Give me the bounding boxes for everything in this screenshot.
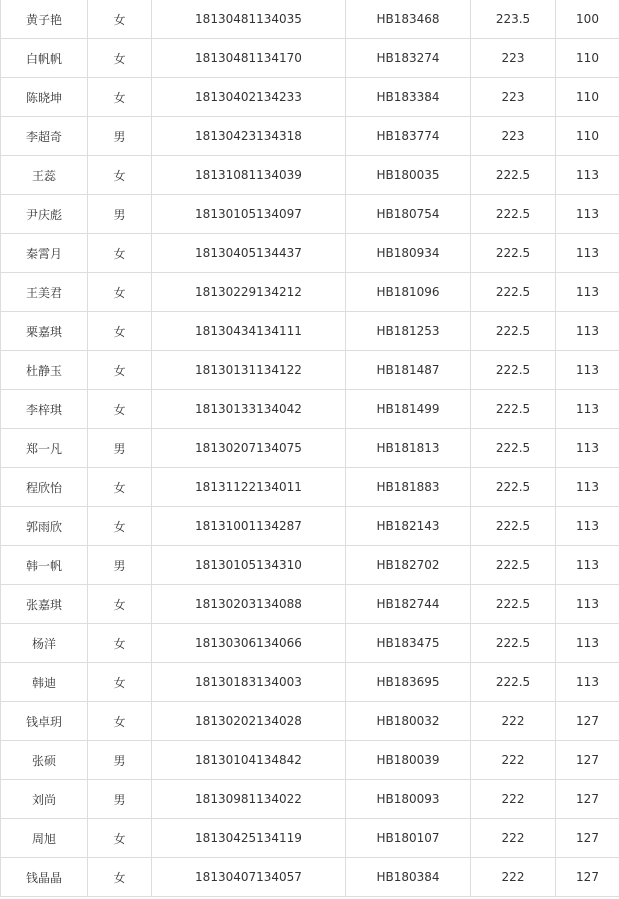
score-cell: 223 xyxy=(471,39,556,78)
table-row xyxy=(1,741,619,780)
table-row xyxy=(1,312,619,351)
student-name-cell: 白帆帆 xyxy=(1,39,88,78)
score-cell: 222 xyxy=(471,702,556,741)
candidate-id-cell: 18130105134310 xyxy=(152,546,346,585)
exam-number-cell: HB183384 xyxy=(346,78,471,117)
candidate-id-cell: 18130183134003 xyxy=(152,663,346,702)
candidate-id-cell: 18130229134212 xyxy=(152,273,346,312)
score-cell: 222.5 xyxy=(471,312,556,351)
student-name-cell: 郑一凡 xyxy=(1,429,88,468)
table-row xyxy=(1,39,619,78)
exam-number-cell: HB182744 xyxy=(346,585,471,624)
gender-cell: 女 xyxy=(88,585,152,624)
gender-cell: 女 xyxy=(88,858,152,897)
table-row xyxy=(1,585,619,624)
candidate-id-cell: 18130481134170 xyxy=(152,39,346,78)
score-cell: 222.5 xyxy=(471,546,556,585)
candidate-id-cell: 18130407134057 xyxy=(152,858,346,897)
score-cell: 222 xyxy=(471,780,556,819)
score-cell: 223 xyxy=(471,78,556,117)
table-row xyxy=(1,780,619,819)
student-name-cell: 王蕊 xyxy=(1,156,88,195)
exam-number-cell: HB182143 xyxy=(346,507,471,546)
exam-number-cell: HB181096 xyxy=(346,273,471,312)
exam-number-cell: HB181883 xyxy=(346,468,471,507)
exam-number-cell: HB180093 xyxy=(346,780,471,819)
rank-cell: 113 xyxy=(556,468,619,507)
candidate-id-cell: 18130133134042 xyxy=(152,390,346,429)
gender-cell: 女 xyxy=(88,702,152,741)
rank-cell: 127 xyxy=(556,741,619,780)
exam-number-cell: HB183475 xyxy=(346,624,471,663)
gender-cell: 女 xyxy=(88,78,152,117)
table-row xyxy=(1,78,619,117)
candidate-id-cell: 18130481134035 xyxy=(152,0,346,39)
score-cell: 222.5 xyxy=(471,624,556,663)
score-cell: 222 xyxy=(471,741,556,780)
rank-cell: 110 xyxy=(556,39,619,78)
score-table-body xyxy=(1,0,619,897)
exam-number-cell: HB182702 xyxy=(346,546,471,585)
score-cell: 222.5 xyxy=(471,390,556,429)
candidate-id-cell: 18130203134088 xyxy=(152,585,346,624)
score-cell: 222.5 xyxy=(471,585,556,624)
table-row xyxy=(1,273,619,312)
student-name-cell: 杨洋 xyxy=(1,624,88,663)
candidate-id-cell: 18130131134122 xyxy=(152,351,346,390)
exam-number-cell: HB181499 xyxy=(346,390,471,429)
student-name-cell: 王美君 xyxy=(1,273,88,312)
student-name-cell: 杜静玉 xyxy=(1,351,88,390)
candidate-id-cell: 18130425134119 xyxy=(152,819,346,858)
candidate-id-cell: 18131081134039 xyxy=(152,156,346,195)
exam-number-cell: HB181813 xyxy=(346,429,471,468)
rank-cell: 113 xyxy=(556,624,619,663)
table-row xyxy=(1,156,619,195)
gender-cell: 女 xyxy=(88,312,152,351)
rank-cell: 127 xyxy=(556,702,619,741)
score-cell: 222.5 xyxy=(471,507,556,546)
table-row xyxy=(1,702,619,741)
rank-cell: 113 xyxy=(556,507,619,546)
candidate-id-cell: 18130981134022 xyxy=(152,780,346,819)
student-name-cell: 张硕 xyxy=(1,741,88,780)
exam-number-cell: HB181253 xyxy=(346,312,471,351)
candidate-id-cell: 18131122134011 xyxy=(152,468,346,507)
gender-cell: 女 xyxy=(88,468,152,507)
candidate-id-cell: 18130104134842 xyxy=(152,741,346,780)
table-row xyxy=(1,819,619,858)
exam-number-cell: HB180754 xyxy=(346,195,471,234)
exam-number-cell: HB183695 xyxy=(346,663,471,702)
gender-cell: 女 xyxy=(88,663,152,702)
score-cell: 222.5 xyxy=(471,429,556,468)
table-row xyxy=(1,351,619,390)
student-name-cell: 张嘉琪 xyxy=(1,585,88,624)
rank-cell: 113 xyxy=(556,312,619,351)
rank-cell: 113 xyxy=(556,663,619,702)
score-cell: 223.5 xyxy=(471,0,556,39)
student-name-cell: 郭雨欣 xyxy=(1,507,88,546)
rank-cell: 113 xyxy=(556,156,619,195)
candidate-id-cell: 18131001134287 xyxy=(152,507,346,546)
student-name-cell: 周旭 xyxy=(1,819,88,858)
exam-number-cell: HB183774 xyxy=(346,117,471,156)
candidate-id-cell: 18130423134318 xyxy=(152,117,346,156)
student-name-cell: 秦霄月 xyxy=(1,234,88,273)
table-row xyxy=(1,117,619,156)
rank-cell: 113 xyxy=(556,273,619,312)
rank-cell: 110 xyxy=(556,117,619,156)
exam-number-cell: HB180107 xyxy=(346,819,471,858)
score-cell: 222 xyxy=(471,819,556,858)
table-row xyxy=(1,858,619,897)
student-name-cell: 李梓琪 xyxy=(1,390,88,429)
gender-cell: 女 xyxy=(88,390,152,429)
table-row xyxy=(1,507,619,546)
student-name-cell: 陈晓坤 xyxy=(1,78,88,117)
exam-number-cell: HB180035 xyxy=(346,156,471,195)
student-name-cell: 程欣怡 xyxy=(1,468,88,507)
table-row xyxy=(1,468,619,507)
rank-cell: 113 xyxy=(556,390,619,429)
rank-cell: 113 xyxy=(556,585,619,624)
candidate-id-cell: 18130405134437 xyxy=(152,234,346,273)
student-name-cell: 黄子艳 xyxy=(1,0,88,39)
gender-cell: 女 xyxy=(88,624,152,663)
gender-cell: 女 xyxy=(88,507,152,546)
score-cell: 222.5 xyxy=(471,351,556,390)
student-name-cell: 钱晶晶 xyxy=(1,858,88,897)
exam-number-cell: HB180032 xyxy=(346,702,471,741)
gender-cell: 女 xyxy=(88,0,152,39)
table-row xyxy=(1,429,619,468)
rank-cell: 113 xyxy=(556,234,619,273)
rank-cell: 110 xyxy=(556,78,619,117)
score-cell: 222.5 xyxy=(471,663,556,702)
exam-number-cell: HB183274 xyxy=(346,39,471,78)
gender-cell: 女 xyxy=(88,39,152,78)
candidate-id-cell: 18130105134097 xyxy=(152,195,346,234)
student-name-cell: 尹庆彪 xyxy=(1,195,88,234)
gender-cell: 男 xyxy=(88,429,152,468)
score-cell: 223 xyxy=(471,117,556,156)
score-cell: 222 xyxy=(471,858,556,897)
rank-cell: 113 xyxy=(556,195,619,234)
rank-cell: 127 xyxy=(556,858,619,897)
candidate-id-cell: 18130207134075 xyxy=(152,429,346,468)
rank-cell: 113 xyxy=(556,429,619,468)
table-row xyxy=(1,195,619,234)
score-cell: 222.5 xyxy=(471,273,556,312)
gender-cell: 男 xyxy=(88,741,152,780)
candidate-id-cell: 18130402134233 xyxy=(152,78,346,117)
student-name-cell: 李超奇 xyxy=(1,117,88,156)
score-cell: 222.5 xyxy=(471,195,556,234)
rank-cell: 127 xyxy=(556,819,619,858)
rank-cell: 127 xyxy=(556,780,619,819)
exam-number-cell: HB180039 xyxy=(346,741,471,780)
candidate-id-cell: 18130202134028 xyxy=(152,702,346,741)
gender-cell: 男 xyxy=(88,195,152,234)
gender-cell: 女 xyxy=(88,273,152,312)
rank-cell: 113 xyxy=(556,351,619,390)
table-row xyxy=(1,546,619,585)
student-name-cell: 韩一帆 xyxy=(1,546,88,585)
gender-cell: 女 xyxy=(88,351,152,390)
gender-cell: 男 xyxy=(88,780,152,819)
candidate-id-cell: 18130434134111 xyxy=(152,312,346,351)
exam-number-cell: HB180934 xyxy=(346,234,471,273)
score-cell: 222.5 xyxy=(471,156,556,195)
exam-number-cell: HB180384 xyxy=(346,858,471,897)
table-row xyxy=(1,0,619,39)
exam-number-cell: HB183468 xyxy=(346,0,471,39)
student-name-cell: 韩迪 xyxy=(1,663,88,702)
rank-cell: 100 xyxy=(556,0,619,39)
exam-number-cell: HB181487 xyxy=(346,351,471,390)
gender-cell: 男 xyxy=(88,117,152,156)
table-row xyxy=(1,663,619,702)
table-row xyxy=(1,390,619,429)
gender-cell: 女 xyxy=(88,156,152,195)
gender-cell: 女 xyxy=(88,819,152,858)
student-name-cell: 栗嘉琪 xyxy=(1,312,88,351)
score-cell: 222.5 xyxy=(471,234,556,273)
gender-cell: 男 xyxy=(88,546,152,585)
table-row xyxy=(1,234,619,273)
gender-cell: 女 xyxy=(88,234,152,273)
student-name-cell: 钱卓玥 xyxy=(1,702,88,741)
table-row xyxy=(1,624,619,663)
student-name-cell: 刘尚 xyxy=(1,780,88,819)
score-cell: 222.5 xyxy=(471,468,556,507)
candidate-id-cell: 18130306134066 xyxy=(152,624,346,663)
rank-cell: 113 xyxy=(556,546,619,585)
